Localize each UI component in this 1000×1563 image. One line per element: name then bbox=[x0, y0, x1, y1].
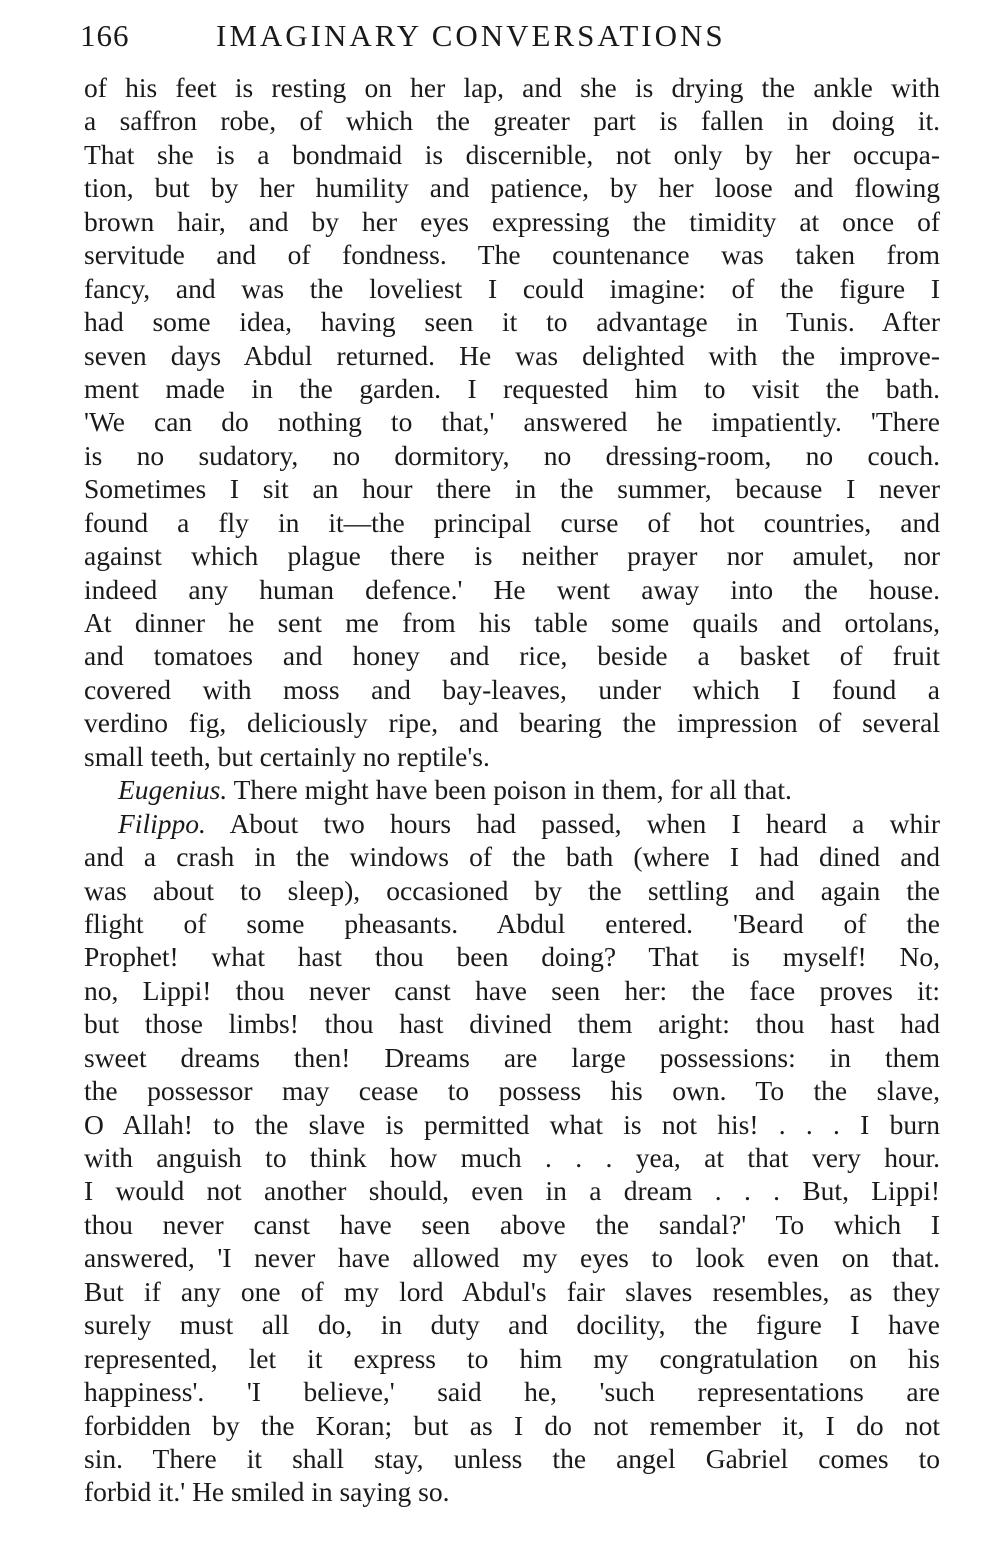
speaker-name: Eugenius. bbox=[118, 774, 228, 806]
line-text: happiness'. 'I believe,' said he, 'such representations are bbox=[84, 1376, 940, 1408]
text-line bbox=[84, 71, 940, 104]
text-line bbox=[84, 439, 940, 472]
line-text: seven days Abdul returned. He was delighted with the improve- bbox=[84, 339, 940, 371]
line-text: forbidden by the Koran; but as I do not remember it, I do not bbox=[84, 1409, 940, 1441]
text-line bbox=[84, 539, 940, 572]
text-line bbox=[84, 1208, 940, 1241]
line-text: surely must all do, in duty and docility, the figure I have bbox=[84, 1309, 940, 1341]
text-line bbox=[84, 1308, 940, 1341]
text-line bbox=[84, 339, 940, 372]
line-text: had some idea, having seen it to advantage in Tunis. After bbox=[84, 306, 940, 338]
text-line bbox=[84, 1007, 940, 1040]
text-line bbox=[84, 1409, 940, 1442]
line-text: fancy, and was the loveliest I could imagine: of the figure I bbox=[84, 272, 940, 304]
page-number: 166 bbox=[80, 18, 130, 53]
line-text: with anguish to think how much . . . yea, at that very hour. bbox=[84, 1142, 940, 1173]
running-title: IMAGINARY CONVERSATIONS bbox=[216, 18, 726, 53]
text-line bbox=[84, 573, 940, 606]
text-line bbox=[84, 472, 940, 505]
line-text: and tomatoes and honey and rice, beside a basket of fruit bbox=[84, 640, 940, 672]
text-line bbox=[84, 506, 940, 539]
text-line bbox=[84, 807, 940, 840]
text-line bbox=[84, 706, 940, 739]
line-text: and a crash in the windows of the bath (where I had dined and bbox=[84, 841, 940, 873]
line-text: I would not another should, even in a dream . . . But, Lippi! bbox=[84, 1175, 940, 1207]
line-text: brown hair, and by her eyes expressing the timidity at once of bbox=[84, 205, 940, 237]
line-text: About two hours had passed, when I heard a whir bbox=[205, 807, 940, 839]
text-line bbox=[84, 606, 940, 639]
text-line bbox=[84, 773, 940, 806]
line-text: At dinner he sent me from his table some quails and ortolans, bbox=[84, 607, 940, 638]
text-line bbox=[84, 874, 940, 907]
text-line bbox=[84, 272, 940, 305]
text-line bbox=[84, 1141, 940, 1174]
line-text: flight of some pheasants. Abdul entered. 'Beard of the bbox=[84, 907, 940, 939]
line-text: of his feet is resting on her lap, and she is drying the ankle with bbox=[84, 72, 940, 103]
text-line bbox=[84, 673, 940, 706]
text-line bbox=[84, 1108, 940, 1141]
text-line bbox=[84, 1442, 940, 1475]
text-line bbox=[84, 907, 940, 940]
line-text: a saffron robe, of which the greater part is fallen in doing it. bbox=[84, 105, 940, 137]
running-head bbox=[80, 14, 940, 58]
line-text: small teeth, but certainly no reptile's. bbox=[84, 740, 490, 772]
line-text: was about to sleep), occasioned by the settling and again the bbox=[84, 874, 940, 906]
line-text: 'We can do nothing to that,' answered he impatiently. 'There bbox=[84, 406, 940, 438]
text-line bbox=[84, 1074, 940, 1107]
text-line bbox=[84, 840, 940, 873]
body-text bbox=[84, 71, 940, 1509]
line-text: servitude and of fondness. The countenance was taken from bbox=[84, 239, 940, 271]
text-line bbox=[84, 405, 940, 438]
text-line bbox=[84, 1475, 940, 1508]
line-text: Sometimes I sit an hour there in the summer, because I never bbox=[84, 473, 940, 505]
line-text: verdino fig, deliciously ripe, and bearing the impression of several bbox=[84, 707, 940, 739]
text-line bbox=[84, 1275, 940, 1308]
line-text: thou never canst have seen above the sandal?' To which I bbox=[84, 1208, 940, 1240]
text-line bbox=[84, 940, 940, 973]
line-text: That she is a bondmaid is discernible, not only by her occupa- bbox=[84, 138, 940, 170]
text-line bbox=[84, 305, 940, 338]
line-text: O Allah! to the slave is permitted what is not his! . . . I burn bbox=[84, 1108, 940, 1140]
text-line bbox=[84, 104, 940, 137]
text-line bbox=[84, 1342, 940, 1375]
line-text: sweet dreams then! Dreams are large possessions: in them bbox=[84, 1041, 940, 1073]
text-line bbox=[84, 372, 940, 405]
text-line bbox=[84, 974, 940, 1007]
text-line bbox=[84, 171, 940, 204]
line-text: found a fly in it—the principal curse of hot countries, and bbox=[84, 506, 940, 538]
line-text: ment made in the garden. I requested him to visit the bath. bbox=[84, 372, 940, 404]
line-text: is no sudatory, no dormitory, no dressing-room, no couch. bbox=[84, 439, 940, 471]
line-text: tion, but by her humility and patience, by her loose and flowing bbox=[84, 172, 940, 204]
speaker-name: Filippo. bbox=[118, 807, 206, 839]
text-line bbox=[84, 1375, 940, 1408]
line-text: represented, let it express to him my congratulation on his bbox=[84, 1342, 940, 1374]
line-text: against which plague there is neither prayer nor amulet, nor bbox=[84, 540, 940, 572]
text-line bbox=[84, 138, 940, 171]
text-line bbox=[84, 205, 940, 238]
line-text: covered with moss and bay-leaves, under which I found a bbox=[84, 673, 940, 705]
line-text: sin. There it shall stay, unless the angel Gabriel comes to bbox=[84, 1442, 940, 1474]
text-line bbox=[84, 1241, 940, 1274]
line-text: the possessor may cease to possess his own. To the slave, bbox=[84, 1075, 940, 1107]
text-line bbox=[84, 238, 940, 271]
line-text: no, Lippi! thou never canst have seen her: the face proves it: bbox=[84, 974, 940, 1006]
line-text: answered, 'I never have allowed my eyes to look even on that. bbox=[84, 1242, 940, 1274]
line-text: Prophet! what hast thou been doing? That is myself! No, bbox=[84, 941, 940, 973]
text-line bbox=[84, 1174, 940, 1207]
line-text: indeed any human defence.' He went away into the house. bbox=[84, 573, 940, 605]
text-line bbox=[84, 740, 940, 773]
line-text: forbid it.' He smiled in saying so. bbox=[84, 1476, 450, 1508]
text-line bbox=[84, 1041, 940, 1074]
line-text: but those limbs! thou hast divined them aright: thou hast had bbox=[84, 1008, 940, 1040]
line-text: But if any one of my lord Abdul's fair slaves resembles, as they bbox=[84, 1275, 940, 1307]
text-line bbox=[84, 639, 940, 672]
line-text: There might have been poison in them, for all that. bbox=[227, 774, 792, 806]
